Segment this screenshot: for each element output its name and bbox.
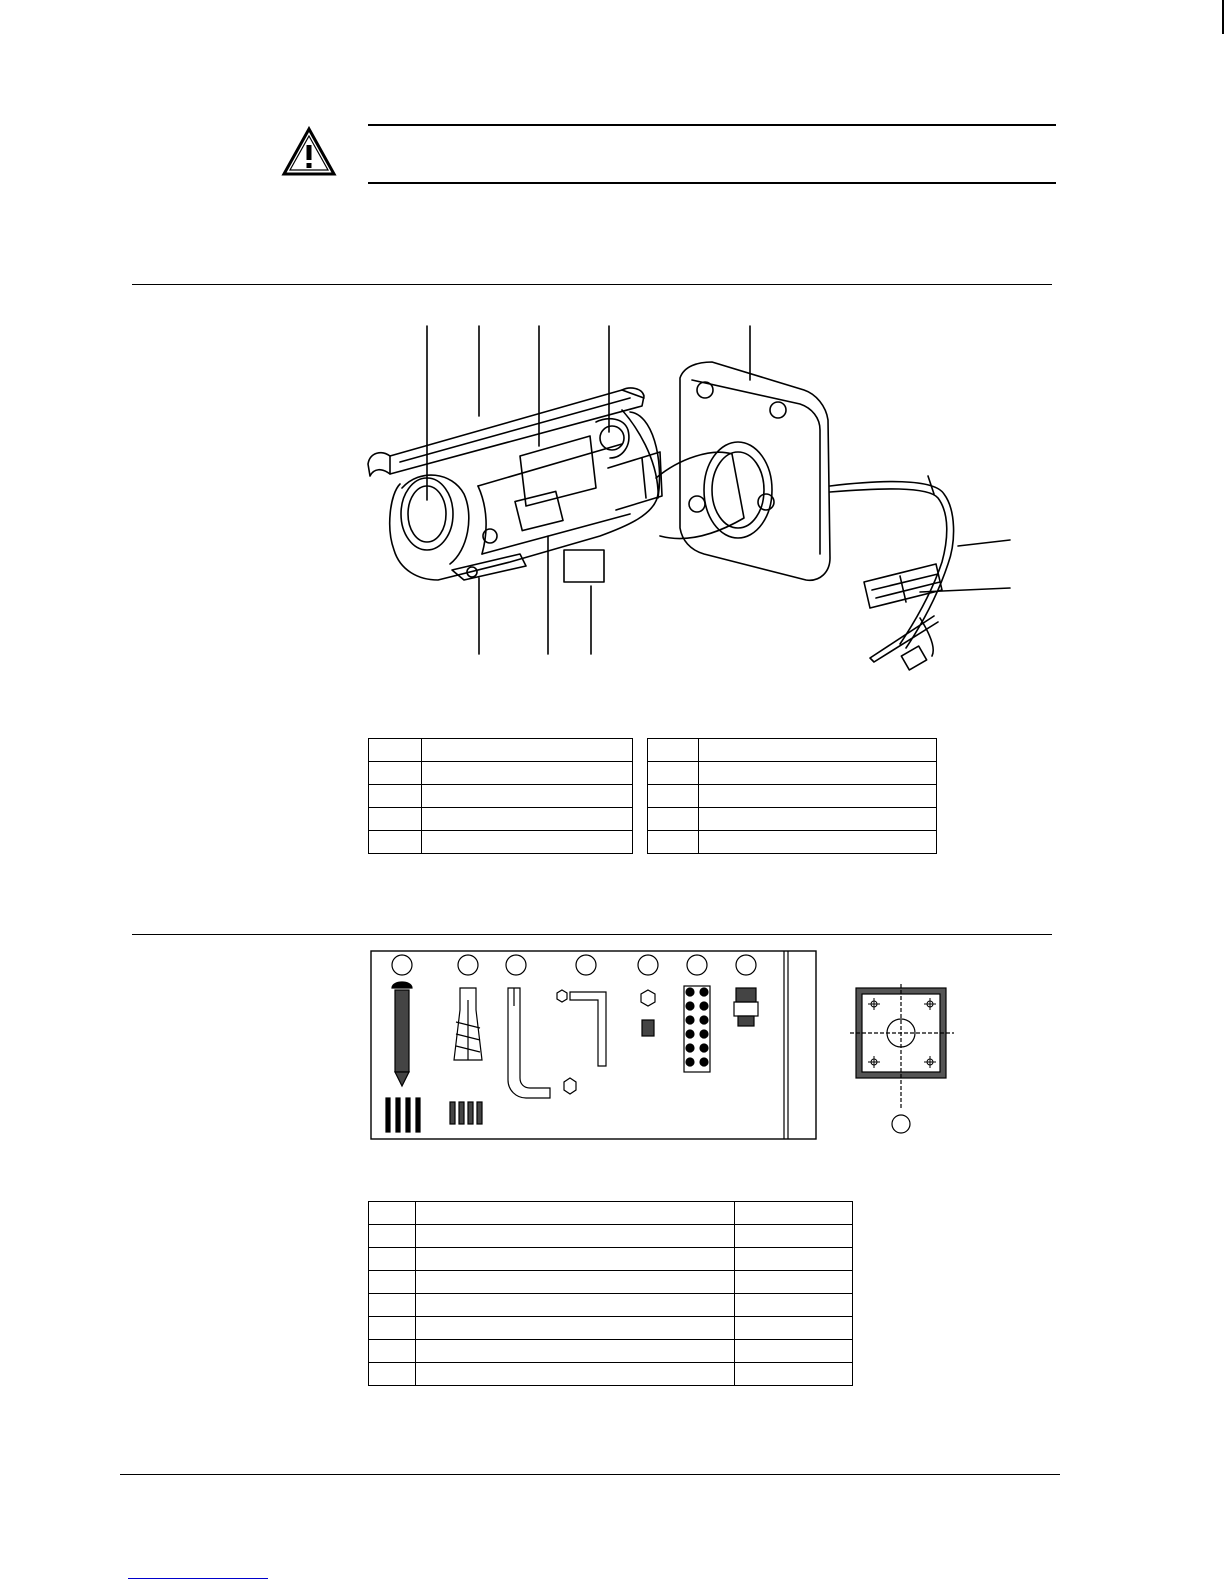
table-row — [369, 762, 633, 785]
table-row — [369, 739, 633, 762]
table-row — [369, 1202, 853, 1225]
table-row — [648, 762, 937, 785]
accessories-panel-illustration — [370, 950, 818, 1142]
table-row — [369, 808, 633, 831]
parts-legend-table-right — [647, 738, 937, 854]
table-row — [369, 1271, 853, 1294]
table-row — [369, 1248, 853, 1271]
table-row — [369, 1294, 853, 1317]
table-row — [369, 785, 633, 808]
table-row — [648, 808, 937, 831]
table-row — [369, 1317, 853, 1340]
table-row — [369, 1225, 853, 1248]
warning-bottom-rule — [368, 182, 1056, 184]
warning-triangle-icon — [282, 126, 336, 178]
accessories-legend-table — [368, 1201, 853, 1386]
parts-legend-table-left — [368, 738, 633, 854]
table-row — [648, 785, 937, 808]
table-row — [369, 1340, 853, 1363]
warning-top-rule — [368, 124, 1056, 126]
table-row — [369, 1363, 853, 1386]
section-rule-1 — [132, 284, 1052, 285]
footer-link-underline[interactable] — [128, 1578, 268, 1579]
camera-parts-illustration — [360, 318, 1020, 664]
footer-rule — [120, 1474, 1060, 1475]
table-row — [648, 831, 937, 854]
section-rule-2 — [132, 934, 1052, 935]
table-row — [648, 739, 937, 762]
table-row — [369, 831, 633, 854]
drilling-template-illustration — [850, 984, 954, 1136]
